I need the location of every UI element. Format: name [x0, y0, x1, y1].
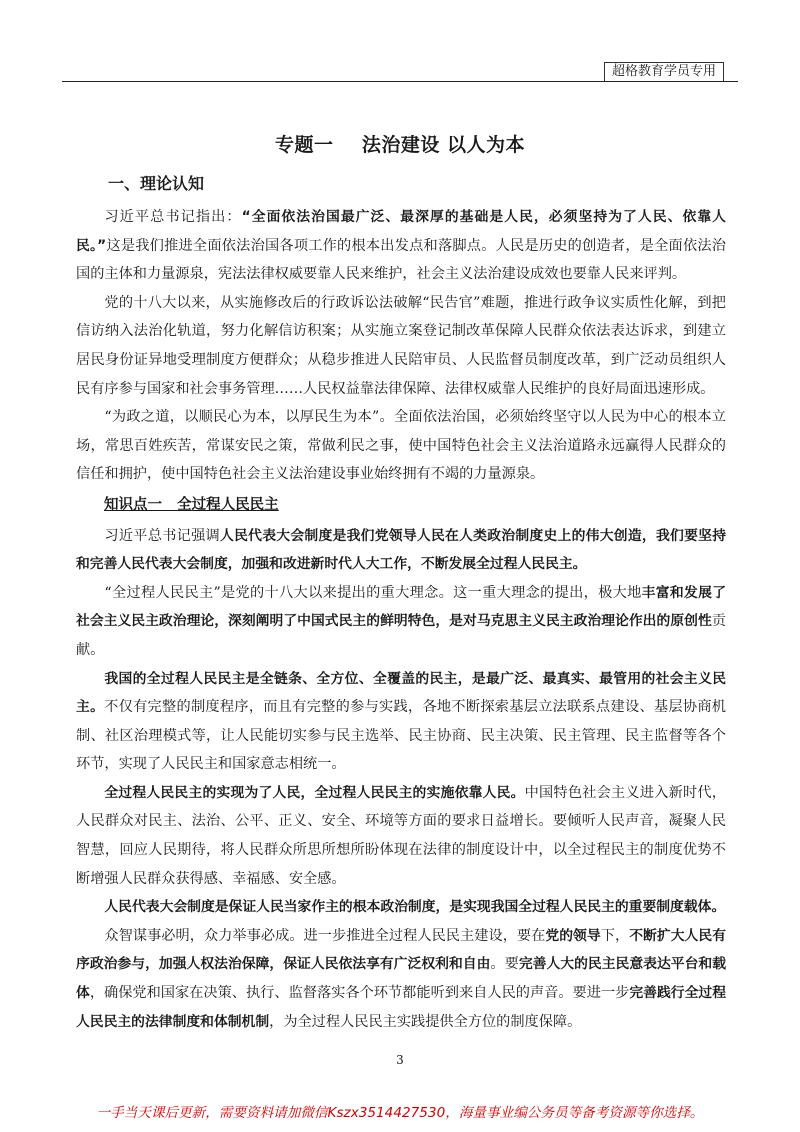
paragraph	[76, 922, 726, 1036]
text-run: 不仅有完整的制度程序，而且有完整的参与实践，各地不断探索基层立法联系点建设、基层协商机制、社区治理模式等，让人民能切实参与民主选举、民主协商、民主决策、民主管理、民主监督等各个环节，实现了人民民主和国家意志相统一。	[76, 699, 726, 773]
header-rule	[62, 81, 738, 82]
knowledge-point-paragraphs	[76, 522, 726, 1037]
text-run: 下，	[600, 927, 630, 944]
page-title: 专题一 法治建设 以人为本	[274, 134, 526, 156]
paragraph	[76, 893, 726, 922]
bold-text: 人民代表大会制度是保证人民当家作主的根本政治制度，是实现我国全过程人民民主的重要制度载体。	[104, 899, 726, 916]
text-run: 习近平总书记强调	[104, 527, 221, 544]
document-body	[76, 203, 726, 1036]
text-run: 众智谋事必明，众力举事必成。进一步推进全过程人民民主建设，要在	[104, 927, 546, 944]
text-run: “为政之道，以顺民心为本，以厚民生为本”。全面依法治国，必须始终坚守以人民为中心的根本立场，常思百姓疾苦，常谋安民之策，常做利民之事，使中国特色社会主义法治道路永远赢得人民群众的信任和拥护，使中国特色社会主义法治建设事业始终拥有不竭的力量源泉。	[76, 409, 726, 483]
bold-text: 我国的全过程人民民主是全链条、全方位、全覆盖的民主，是最广泛、最真实、最管用的社会主义民主。	[76, 670, 726, 716]
text-run: ，为全过程人民民主实践提供全方位的制度保障。	[269, 1013, 582, 1030]
section1-paragraphs	[76, 203, 726, 489]
paragraph	[76, 289, 726, 403]
bold-text: 完善人大的民主民意表达平台和载体	[76, 956, 727, 1002]
text-run: 这是我们推进全面依法治国各项工作的根本出发点和落脚点。人民是历史的创造者，是全面依法治国的主体和力量源泉，宪法法律权威要靠人民来维护，社会主义法治建设成效也要靠人民来评判。	[76, 237, 726, 283]
section-heading: 一、理论认知	[108, 174, 205, 193]
bold-text: 全过程人民民主的实现为了人民，全过程人民民主的实施依靠人民。	[104, 784, 525, 801]
text-run: 中国特色社会主义进入新时代，人民群众对民主、法治、公平、正义、安全、环境等方面的要求日益增长。要倾听人民声音，凝聚人民智慧，回应人民期待，将人民群众所思所想所盼体现在法律的制度设计中，以全过程民主的制度优势不断增强人民群众获得感、幸福感、安全感。	[76, 784, 726, 887]
paragraph	[76, 665, 726, 779]
paragraph	[76, 779, 726, 893]
paragraph	[76, 203, 726, 289]
exclusive-stamp: 超格教育学员专用	[604, 62, 724, 82]
knowledge-point-label: 知识点一 全过程人民民主	[104, 496, 279, 513]
paragraph	[76, 579, 726, 665]
knowledge-point-heading	[76, 491, 726, 520]
bold-text: 不断扩大人民有序政治参与，加强人权法治保障，保证人民依法享有广泛权利和自由	[76, 927, 726, 973]
paragraph	[76, 403, 726, 489]
bold-text: 人民代表大会制度是我们党领导人民在人类政治制度史上的伟大创造，我们要坚持和完善人民代表大会制度，加强和改进新时代人大工作，不断发展全过程人民民主。	[76, 527, 726, 573]
text-run: “全过程人民民主”是党的十八大以来提出的重大理念。这一重大理念的提出，极大地	[104, 584, 642, 601]
text-run: ，确保党和国家在决策、执行、监督落实各个环节都能听到来自人民的声音。要进一步	[89, 985, 630, 1002]
text-run: 党的十八大以来，从实施修改后的行政诉讼法破解“民告官”难题，推进行政争议实质性化解，到把信访纳入法治化轨道，努力化解信访积案；从实施立案登记制改革保障人民群众依法表达诉求，到建立居民身份证异地受理制度方便群众；从稳步推进人民陪审员、人民监督员制度改革，到广泛动员组织人民有序参与国家和社会事务管理……人民权益靠法律保障、法律权威靠人民维护的良好局面迅速形成。	[76, 294, 726, 397]
text-run: 。要	[490, 956, 519, 973]
text-run: 贡献。	[76, 613, 726, 658]
bold-text: 完善践行全过程人民民主的法律制度和体制机制	[76, 985, 727, 1030]
bold-text: “全面依法治国最广泛、最深厚的基础是人民，必须坚持为了人民、依靠人民。”	[76, 209, 726, 254]
page-number: 3	[396, 1053, 404, 1067]
bold-text: 党的领导	[545, 927, 601, 944]
footer-notice: 一手当天课后更新，需要资料请加微信Kszx3514427530，海量事业编公务员等备考资源等你选择。	[96, 1105, 704, 1121]
bold-text: 丰富和发展了社会主义民主政治理论，深刻阐明了中国式民主的鲜明特色，是对马克思主义民主政治理论作出的原创性	[76, 584, 726, 630]
text-run: 习近平总书记指出：	[104, 209, 242, 225]
paragraph	[76, 522, 726, 579]
